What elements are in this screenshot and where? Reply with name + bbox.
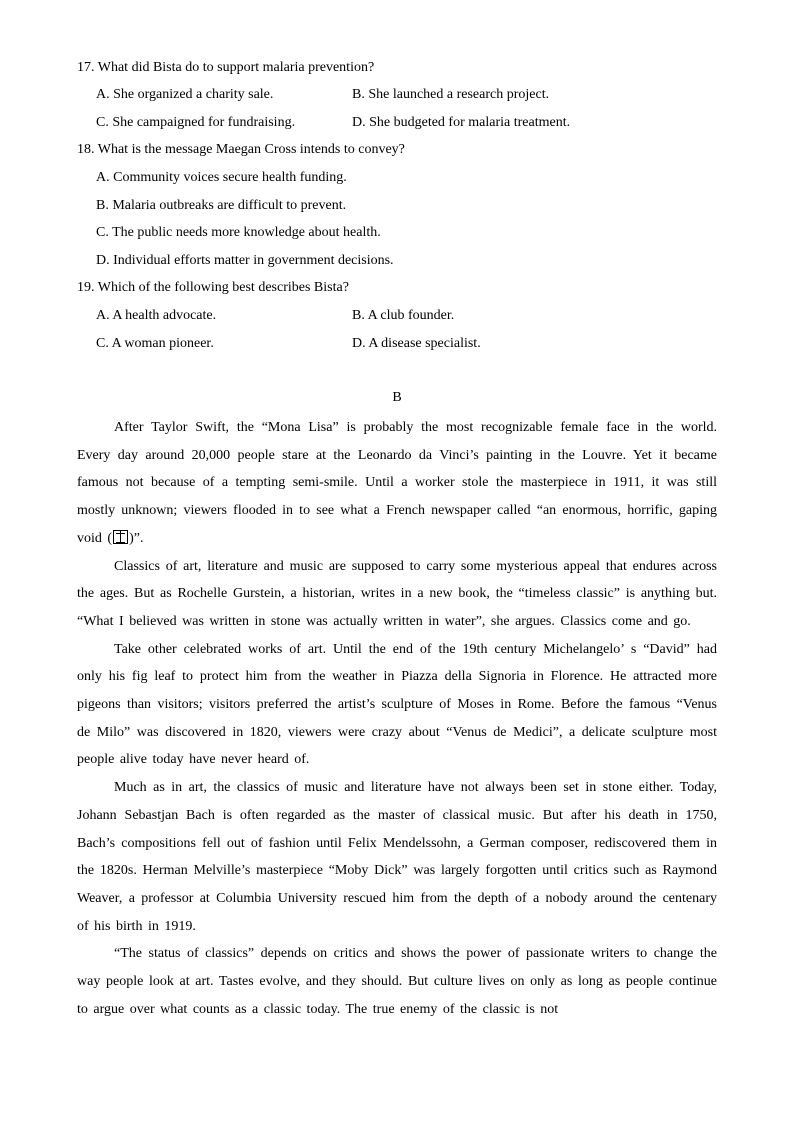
question-19-option-a: A. A health advocate.: [96, 308, 217, 323]
question-17-stem: 17. What did Bista do to support malaria prevention?: [77, 60, 375, 75]
question-18-option-c: C. The public needs more knowledge about health.: [96, 225, 381, 240]
passage-paragraph-2: Classics of art, literature and music are supposed to carry some mysterious appeal that endures across the ages. But as Rochelle Gurstein, a historian, writes in a new book, the “timeless classic” is anything but. “What I believed was written in stone was actually written in water”, she argues. Classics come and go.: [77, 558, 717, 629]
question-17-option-b: B. She launched a research project.: [352, 87, 550, 102]
question-18-option-b: B. Malaria outbreaks are difficult to prevent.: [96, 198, 347, 213]
question-19-option-c: C. A woman pioneer.: [96, 336, 214, 351]
question-18-stem: 18. What is the message Maegan Cross intends to convey?: [77, 142, 405, 157]
question-18-option-d: D. Individual efforts matter in government decisions.: [96, 253, 394, 268]
blank-image-icon: [113, 530, 128, 544]
passage-paragraph-3: Take other celebrated works of art. Until the end of the 19th century Michelangelo’ s “David” had only his fig leaf to protect him from the weather in Piazza della Signoria in Florence. He attracted more pigeons than visitors; visitors preferred the artist’s sculpture of Moses in Rome. Before the famous “Venus de Milo” was discovered in 1820, viewers were crazy about “Venus de Medici”, a delicate sculpture most people alive today have never heard of.: [77, 641, 717, 768]
question-17-option-c: C. She campaigned for fundraising.: [96, 115, 296, 130]
paragraph-1-text: After Taylor Swift, the “Mona Lisa” is probably the most recognizable female face in the world. Every day around 20,000 people stare at the Leonardo da Vinci’s painting in the Louvre. Yet it became famous not because of a tempting semi-smile. Until a worker stole the masterpiece in 1911, it was still mostly unknown; viewers flooded in to see what a French newspaper called “an enormous, horrific, gaping void (: [77, 420, 717, 546]
question-19-option-d: D. A disease specialist.: [352, 336, 481, 351]
question-19-stem: 19. Which of the following best describes Bista?: [77, 280, 349, 295]
passage-paragraph-1: [77, 414, 717, 553]
passage-paragraph-5: “The status of classics” depends on critics and shows the power of passionate writers to change the way people look at art. Tastes evolve, and they should. But culture lives on only as long as people continue to argue over what counts as a classic today. The true enemy of the classic is not: [77, 946, 717, 1017]
passage-paragraph-4: Much as in art, the classics of music and literature have not always been set in stone either. Today, Johann Sebastjan Bach is often regarded as the master of classical music. But after his death in 1750, Bach’s compositions fell out of fashion until Felix Mendelssohn, a German composer, rediscovered them in the 1820s. Herman Melville’s masterpiece “Moby Dick” was largely forgotten until critics such as Raymond Weaver, a professor at Columbia University rescued him from the depth of a nobody around the centenary of his birth in 1919.: [77, 780, 717, 934]
section-label: B: [392, 390, 402, 405]
reading-passage: [77, 414, 717, 1023]
paragraph-1-end: )”.: [129, 530, 144, 546]
question-17-option-a: A. She organized a charity sale.: [96, 87, 274, 102]
question-19-option-b: B. A club founder.: [352, 308, 455, 323]
question-17-option-d: D. She budgeted for malaria treatment.: [352, 115, 571, 130]
question-18-option-a: A. Community voices secure health funding.: [96, 170, 347, 185]
